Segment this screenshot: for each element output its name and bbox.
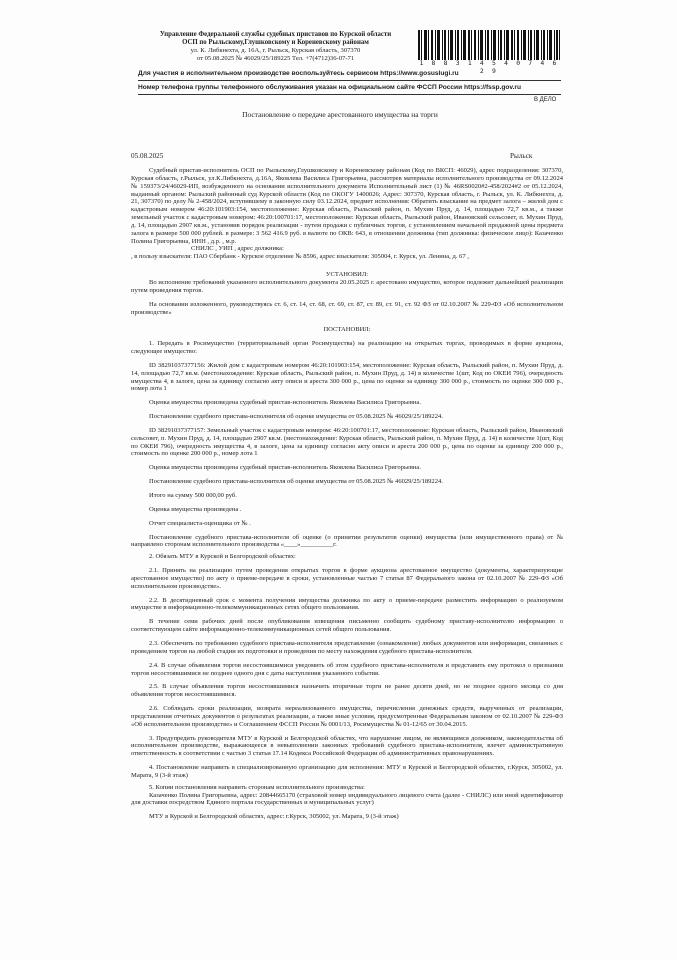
evaluation-by: Оценка имущества произведена . [149, 505, 242, 513]
divider [138, 80, 561, 81]
decided-heading: ПОСТАНОВИЛ: [323, 326, 371, 334]
divider [138, 94, 561, 95]
letterhead [138, 31, 413, 63]
established-text: Во исполнение требований указанного исполнительного документа 20.05.2025 г. арестовано имущество, которое подлежит дальнейшей реализации путем проведения торгов. [131, 278, 563, 294]
item-2-2: 2.2. В десятидневный срок с момента получения имущества должника по акту о приеме-передаче разместить информацию о реализуемом имуществе в информационно-телекоммуникационных сетях общего пользования. [131, 596, 563, 612]
item-2: 2. Обязать МТУ в Курской и Белгородской областях: [149, 553, 296, 561]
phone-notice: Номер телефона группы телефонного обслуживания указан на официальном сайте ФССП России https://fssp.gov.ru [138, 84, 521, 91]
lot-2-resolution: Постановление судебного пристава-исполнителя об оценке имущества от 05.08.2025 № 46029/25/189224. [149, 478, 443, 486]
item-5-mtu: МТУ в Курской и Белгородской областях, адрес: г.Курск, 305002, ул. Марата, 9 (3-й этаж) [149, 813, 399, 821]
lot-1: ID 38291037377156: Жилой дом с кадастровым номером 46:20:101903:154, местоположение: Курская область, Рыльский район, п. Мухин Пруд, д. 14, площадью 72,7 кв.м. (местонахождение: Курская область, Рыльский район, п. Мухин Пруд, д. 14) в количестве 1(шт, Код по ОКЕИ 796), очередность имущества 4, в залоге, цена за единицу согласно акту описи и ареста 300 000 р., цена по оценке за единицу 300 000 р., стоимость по оценке 300 000 р., номер лота 1 [131, 361, 563, 393]
lot-2-evaluation: Оценка имущества произведена судебный пристав-исполнитель Яковлева Василиса Григорьевна. [149, 464, 421, 472]
item-4: 4. Постановление направить в специализированную организацию для исполнения: МТУ в Курской и Белгородской областях, г.Курск, 305002, ул. Марата, 9 (3-й этаж) [131, 764, 563, 779]
lot-1-evaluation: Оценка имущества произведена судебный пристав-исполнитель Яковлева Василиса Григорьевна. [149, 399, 421, 407]
item-3: 3. Предупредить руководителя МТУ в Курской и Белгородской областях, что нарушение лицом, не являющимся должником, законодательства об исполнительном производстве, выражающееся в невыполнении законных требований судебного пристава-исполнителя, влечет административную ответственность в соответствии с частью 3 статьи 17.14 Кодекса Российской Федерации об административных правонарушениях. [131, 734, 563, 758]
barcode-image [418, 30, 560, 60]
document-body [131, 167, 563, 821]
item-2-6: 2.6. Соблюдать сроки реализации, возврата нереализованного имущества, перечисления денежных средств, вырученных от реализации, представления отчетных документов о результатах реализации, а также иные условия, предусмотренные Федеральным законом от 02.10.2007 № 229-ФЗ «Об исполнительном производстве» и Соглашением ФССП России № 0001/13, Росимущества № 01-12/65 от 30.04.2015. [131, 705, 563, 728]
item-1: 1. Передать в Росимущество (территориальный орган Росимущества) на реализацию на открытых торгах, проводимых в форме аукциона, следующее имущество: [131, 340, 563, 356]
document-title: Постановление о передаче арестованного имущества на торги [242, 110, 438, 119]
org-address: ул. К. Либкнехта, д. 16А, г. Рыльск, Курская область, 307370 [190, 47, 361, 54]
item-5-debtor: Казаченко Полина Григорьевна, адрес: 20844665170 (страховой номер индивидуального лицевого счета (далее - СНИЛС) или иной идентификатор для доставки посредством Единого портала государственных и муниципальных услуг) [131, 791, 563, 807]
lot-2: ID 38291037377157: Земельный участок с кадастровым номером: 46:20:100701:17, местоположение: Курская область, Рыльский район, Ивановский сельсовет, п. Мухин Пруд, д. 14, площадью 2907 кв.м. (местонахождение: Курская область, Рыльский район, п. Мухин Пруд, д. 14) в количестве 1(шт, Код по ОКЕИ 796), очередность имущества 4, в залоге, цена за единицу согласно акту описи и ареста 200 000 р., цена по оценке за единицу 200 000 р., стоимость по оценке 200 000 р., номер лота 1 [131, 426, 563, 458]
v-delo-mark: В ДЕЛО [534, 97, 557, 103]
established-heading: УСТАНОВИЛ: [325, 271, 369, 279]
org-name: Управление Федеральной службы судебных приставов по Курской области [159, 31, 392, 38]
basis-text: На основании изложенного, руководствуясь ст. 6, ст. 14, ст. 68, ст. 69, ст. 87, ст. 89, ст. 91, ст. 92 ФЗ от 02.10.2007 № 229-ФЗ «Об исполнительном производстве» [131, 300, 563, 316]
intro-paragraph: Судебный пристав-исполнитель ОСП по Рыльскому,Глушковскому и Кореневскому районам (Код по ВКСП: 46029), адрес подразделения: 307370, Курская область, г.Рыльск, ул.К.Либкнехта, д.16А, Яковлева Василиса Григорьевна, рассмотрев материалы исполнительного производства от 09.12.2024 № 159373/24/46029-ИП, возбужденного на основании исполнительного документа Исполнительный лист (1) № 46RS0020#2-458/2024#2 от 05.12.2024, выданный органом: Рыльский районный суд Курской области (Код по ОКОГУ 1400026; Адрес: 307370, Курская область, г. Рыльск, ул. К. Либкнехта, д. 21, 307370) по делу № 2-458/2024, вступившему в законную силу 03.12.2024, предмет исполнения: Обратить взыскание на предмет залога – жилой дом с кадастровым номером 46:20:101903:154, местоположение: Курская область, Рыльский район, п. Мухин Пруд, д. 14, площадью 72,7 кв.м., а также земельный участок с кадастровым номером: 46:20:100701:17, местоположение: Курская область, Рыльский район, Ивановский сельсовет, п. Мухин Пруд, д. 14, площадью 2907 кв.м., установив порядок реализации - путем продажи с публичных торгов, с установлением начальной продажной цены предмета залога в размере 500 000 рублей. в размере: 3 562 416.9 руб. в валюте по ОКВ: 643, в отношении должника (тип должника: физическое лицо): Казаченко Полина Григорьевна, ИНН , д.р. , м.р. [131, 167, 563, 245]
document-reference: от 05.08.2025 № 46029/25/189225 Тел. +7(4712)36-07-71 [196, 55, 355, 62]
barcode-number: 1 8 8 3 1 4 5 4 0 7 4 6 2 9 [419, 59, 559, 75]
item-2-3: 2.3. Обеспечить по требованию судебного пристава-исполнителя представление (ознакомление) любых документов или информации, связанных с проведением торгов на любой стадии их подготовки и проведения по месту нахождения судебного пристава-исполнителя. [131, 639, 563, 655]
item-2-5: 2.5. В случае объявления торгов несостоявшимися назначить вторичные торги не ранее десяти дней, но не позднее одного месяца со дня объявления торгов несостоявшимися. [131, 683, 563, 699]
item-5: 5. Копии постановления направить сторонам исполнительного производства: [149, 783, 365, 791]
gosuslugi-notice: Для участия в исполнительном производстве воспользуйтесь сервисом https://www.gosuslugi.ru [138, 70, 459, 77]
intro-snils: СНИЛС , УИП , адрес должника: [191, 245, 284, 253]
lot-1-resolution: Постановление судебного пристава-исполнителя об оценке имущества от 05.08.2025 № 46029/25/189224. [149, 413, 443, 421]
org-division: ОСП по Рыльскому,Глушковскому и Кореневскому районам [182, 39, 369, 46]
evaluation-resolution: Постановление судебного пристава-исполнителя об оценке (о принятии результатов оценки) имущества (или имущественного права) от № направлено сторонам исполнительного производства «____»__________г. [131, 533, 563, 549]
item-2-1: 2.1. Принять на реализацию путем проведения открытых торгов в форме аукциона арестованное имущество (документы, характеризующие арестованное имущество) по акту о приеме-передаче в сроки, установленные частью 7 статьи 87 Федерального закона от 02.10.2007 № 229-ФЗ «Об исполнительном производстве». [131, 567, 563, 590]
document-date: 05.08.2025 [131, 152, 164, 160]
appraiser-report: Отчет специалиста-оценщика от № . [149, 519, 251, 527]
item-2-2-notice: В течение семи рабочих дней после опубликования извещения письменно сообщить судебному приставу-исполнителю информацию о соответствующем сайте информационно-телекоммуникационных сетей общего пользования. [131, 618, 563, 634]
item-2-4: 2.4. В случае объявления торгов несостоявшимися уведомить об этом судебного пристава-исполнителя и представить ему протокол о признании торгов несостоявшимися не позднее одного дня с даты наступления указанного события. [131, 661, 563, 677]
intro-claimant: , в пользу взыскателя: ПАО Сбербанк - Курское отделение № 8596, адрес взыскателя: 305004, г. Курск, ул. Ленина, д. 67 , [131, 253, 469, 261]
document-city: Рыльск [510, 152, 533, 160]
total-sum: Итого на сумму 500 000,00 руб. [149, 492, 237, 499]
